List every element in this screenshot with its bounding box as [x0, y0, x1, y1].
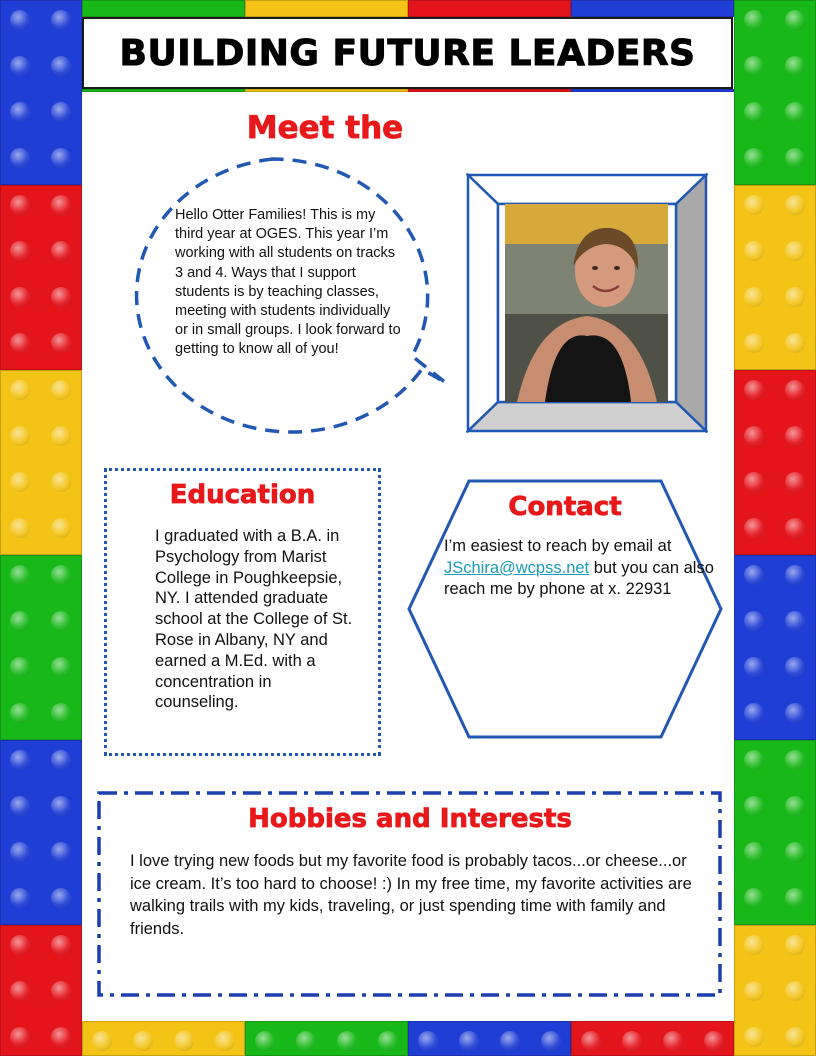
- lego-stud: [51, 195, 71, 215]
- lego-stud: [10, 750, 30, 770]
- lego-stud: [10, 472, 30, 492]
- lego-stud: [10, 888, 30, 908]
- lego-stud: [378, 1031, 398, 1051]
- lego-stud: [51, 935, 71, 955]
- lego-stud: [744, 935, 764, 955]
- lego-brick: [571, 0, 734, 17]
- lego-stud: [785, 611, 805, 631]
- lego-stud: [51, 565, 71, 585]
- lego-stud: [785, 472, 805, 492]
- lego-stud: [51, 842, 71, 862]
- lego-brick: [0, 185, 82, 370]
- lego-stud: [10, 426, 30, 446]
- lego-brick: [82, 1021, 245, 1056]
- lego-stud: [541, 1031, 561, 1051]
- page-title: BUILDING FUTURE LEADERS: [119, 32, 696, 74]
- title-banner: [82, 17, 733, 89]
- lego-stud: [785, 287, 805, 307]
- lego-stud: [215, 1031, 235, 1051]
- lego-stud: [744, 981, 764, 1001]
- lego-stud: [785, 703, 805, 723]
- lego-stud: [10, 565, 30, 585]
- lego-brick: [734, 370, 816, 555]
- lego-stud: [744, 333, 764, 353]
- lego-stud: [785, 657, 805, 677]
- lego-stud: [785, 981, 805, 1001]
- lego-stud: [10, 611, 30, 631]
- lego-brick: [734, 0, 816, 185]
- lego-stud: [744, 750, 764, 770]
- lego-stud: [10, 657, 30, 677]
- lego-stud: [459, 1031, 479, 1051]
- lego-stud: [744, 241, 764, 261]
- lego-stud: [663, 1031, 683, 1051]
- lego-stud: [51, 888, 71, 908]
- lego-stud: [500, 1031, 520, 1051]
- lego-stud: [785, 241, 805, 261]
- lego-stud: [785, 565, 805, 585]
- lego-stud: [785, 195, 805, 215]
- lego-stud: [10, 518, 30, 538]
- lego-brick: [734, 555, 816, 740]
- lego-brick: [245, 0, 408, 17]
- lego-stud: [51, 287, 71, 307]
- lego-stud: [785, 842, 805, 862]
- lego-stud: [10, 1027, 30, 1047]
- lego-stud: [51, 1027, 71, 1047]
- lego-stud: [10, 842, 30, 862]
- lego-stud: [51, 380, 71, 400]
- lego-stud: [785, 750, 805, 770]
- lego-stud: [10, 148, 30, 168]
- lego-stud: [51, 102, 71, 122]
- email-link[interactable]: JSchira@wcpss.net: [444, 558, 590, 577]
- lego-stud: [51, 10, 71, 30]
- lego-stud: [581, 1031, 601, 1051]
- lego-brick: [0, 740, 82, 925]
- lego-stud: [51, 472, 71, 492]
- lego-stud: [10, 935, 30, 955]
- meet-text: Hello Otter Families! This is my third year at OGES. This year I’m working with all students on tracks 3 and 4. Ways that I support students is by teaching classes, meeting with students individually or in small groups. I look forward to getting to know all of you!: [175, 207, 401, 358]
- lego-stud: [785, 796, 805, 816]
- lego-stud: [10, 333, 30, 353]
- lego-stud: [785, 1027, 805, 1047]
- lego-stud: [785, 102, 805, 122]
- contact-text: [444, 536, 714, 601]
- lego-stud: [51, 426, 71, 446]
- education-text: I graduated with a B.A. in Psychology from Marist College in Poughkeepsie, NY. I attended graduate school at the College of St. Rose in Albany, NY and earned a M.Ed. with a concentration in counseling.: [155, 527, 353, 712]
- lego-stud: [51, 333, 71, 353]
- lego-stud: [51, 796, 71, 816]
- lego-stud: [744, 518, 764, 538]
- lego-brick: [0, 555, 82, 740]
- lego-stud: [337, 1031, 357, 1051]
- lego-stud: [744, 611, 764, 631]
- counselor-photo: [505, 204, 668, 402]
- lego-stud: [785, 518, 805, 538]
- lego-stud: [51, 611, 71, 631]
- lego-stud: [255, 1031, 275, 1051]
- education-heading: Education: [169, 480, 316, 510]
- lego-stud: [744, 148, 764, 168]
- lego-stud: [744, 842, 764, 862]
- lego-stud: [622, 1031, 642, 1051]
- lego-stud: [744, 796, 764, 816]
- lego-stud: [51, 148, 71, 168]
- lego-stud: [92, 1031, 112, 1051]
- contact-text-after: but you can also reach me by phone at x. 22931: [444, 558, 714, 598]
- lego-stud: [744, 888, 764, 908]
- lego-stud: [10, 102, 30, 122]
- lego-stud: [10, 703, 30, 723]
- lego-stud: [744, 56, 764, 76]
- lego-stud: [744, 472, 764, 492]
- lego-stud: [785, 148, 805, 168]
- lego-stud: [744, 195, 764, 215]
- lego-stud: [785, 56, 805, 76]
- lego-stud: [133, 1031, 153, 1051]
- hobbies-heading: Hobbies and Interests: [248, 804, 572, 834]
- lego-brick: [734, 185, 816, 370]
- lego-stud: [785, 10, 805, 30]
- lego-stud: [51, 56, 71, 76]
- lego-brick: [734, 925, 816, 1056]
- lego-brick: [82, 0, 245, 17]
- lego-stud: [10, 10, 30, 30]
- lego-stud: [51, 703, 71, 723]
- lego-brick: [0, 925, 82, 1056]
- lego-stud: [10, 380, 30, 400]
- lego-brick: [0, 370, 82, 555]
- lego-brick: [408, 1021, 571, 1056]
- lego-stud: [51, 518, 71, 538]
- lego-stud: [744, 102, 764, 122]
- lego-stud: [51, 657, 71, 677]
- lego-stud: [10, 56, 30, 76]
- contact-heading: Contact: [508, 492, 622, 522]
- lego-stud: [10, 195, 30, 215]
- lego-brick: [734, 740, 816, 925]
- lego-stud: [785, 935, 805, 955]
- lego-stud: [10, 241, 30, 261]
- lego-stud: [744, 287, 764, 307]
- meet-heading: Meet the: [246, 110, 404, 146]
- lego-brick: [0, 0, 82, 185]
- lego-stud: [51, 750, 71, 770]
- lego-stud: [744, 380, 764, 400]
- lego-stud: [744, 565, 764, 585]
- lego-stud: [704, 1031, 724, 1051]
- lego-stud: [296, 1031, 316, 1051]
- lego-stud: [744, 703, 764, 723]
- lego-stud: [10, 287, 30, 307]
- lego-stud: [744, 426, 764, 446]
- lego-stud: [785, 426, 805, 446]
- lego-stud: [744, 10, 764, 30]
- lego-stud: [744, 1027, 764, 1047]
- lego-stud: [418, 1031, 438, 1051]
- lego-stud: [785, 333, 805, 353]
- lego-brick: [245, 1021, 408, 1056]
- lego-stud: [10, 796, 30, 816]
- lego-brick: [408, 0, 571, 17]
- contact-text-before: I’m easiest to reach by email at: [444, 537, 672, 555]
- lego-stud: [785, 380, 805, 400]
- lego-brick: [571, 1021, 734, 1056]
- lego-stud: [744, 657, 764, 677]
- lego-stud: [174, 1031, 194, 1051]
- hobbies-text: I love trying new foods but my favorite food is probably tacos...or cheese...or ice cream. It’s too hard to choose! :) In my free time, my favorite activities are walking trails with my kids, traveling, or just spending time with family and friends.: [130, 852, 692, 938]
- lego-stud: [785, 888, 805, 908]
- lego-stud: [10, 981, 30, 1001]
- lego-stud: [51, 241, 71, 261]
- lego-stud: [51, 981, 71, 1001]
